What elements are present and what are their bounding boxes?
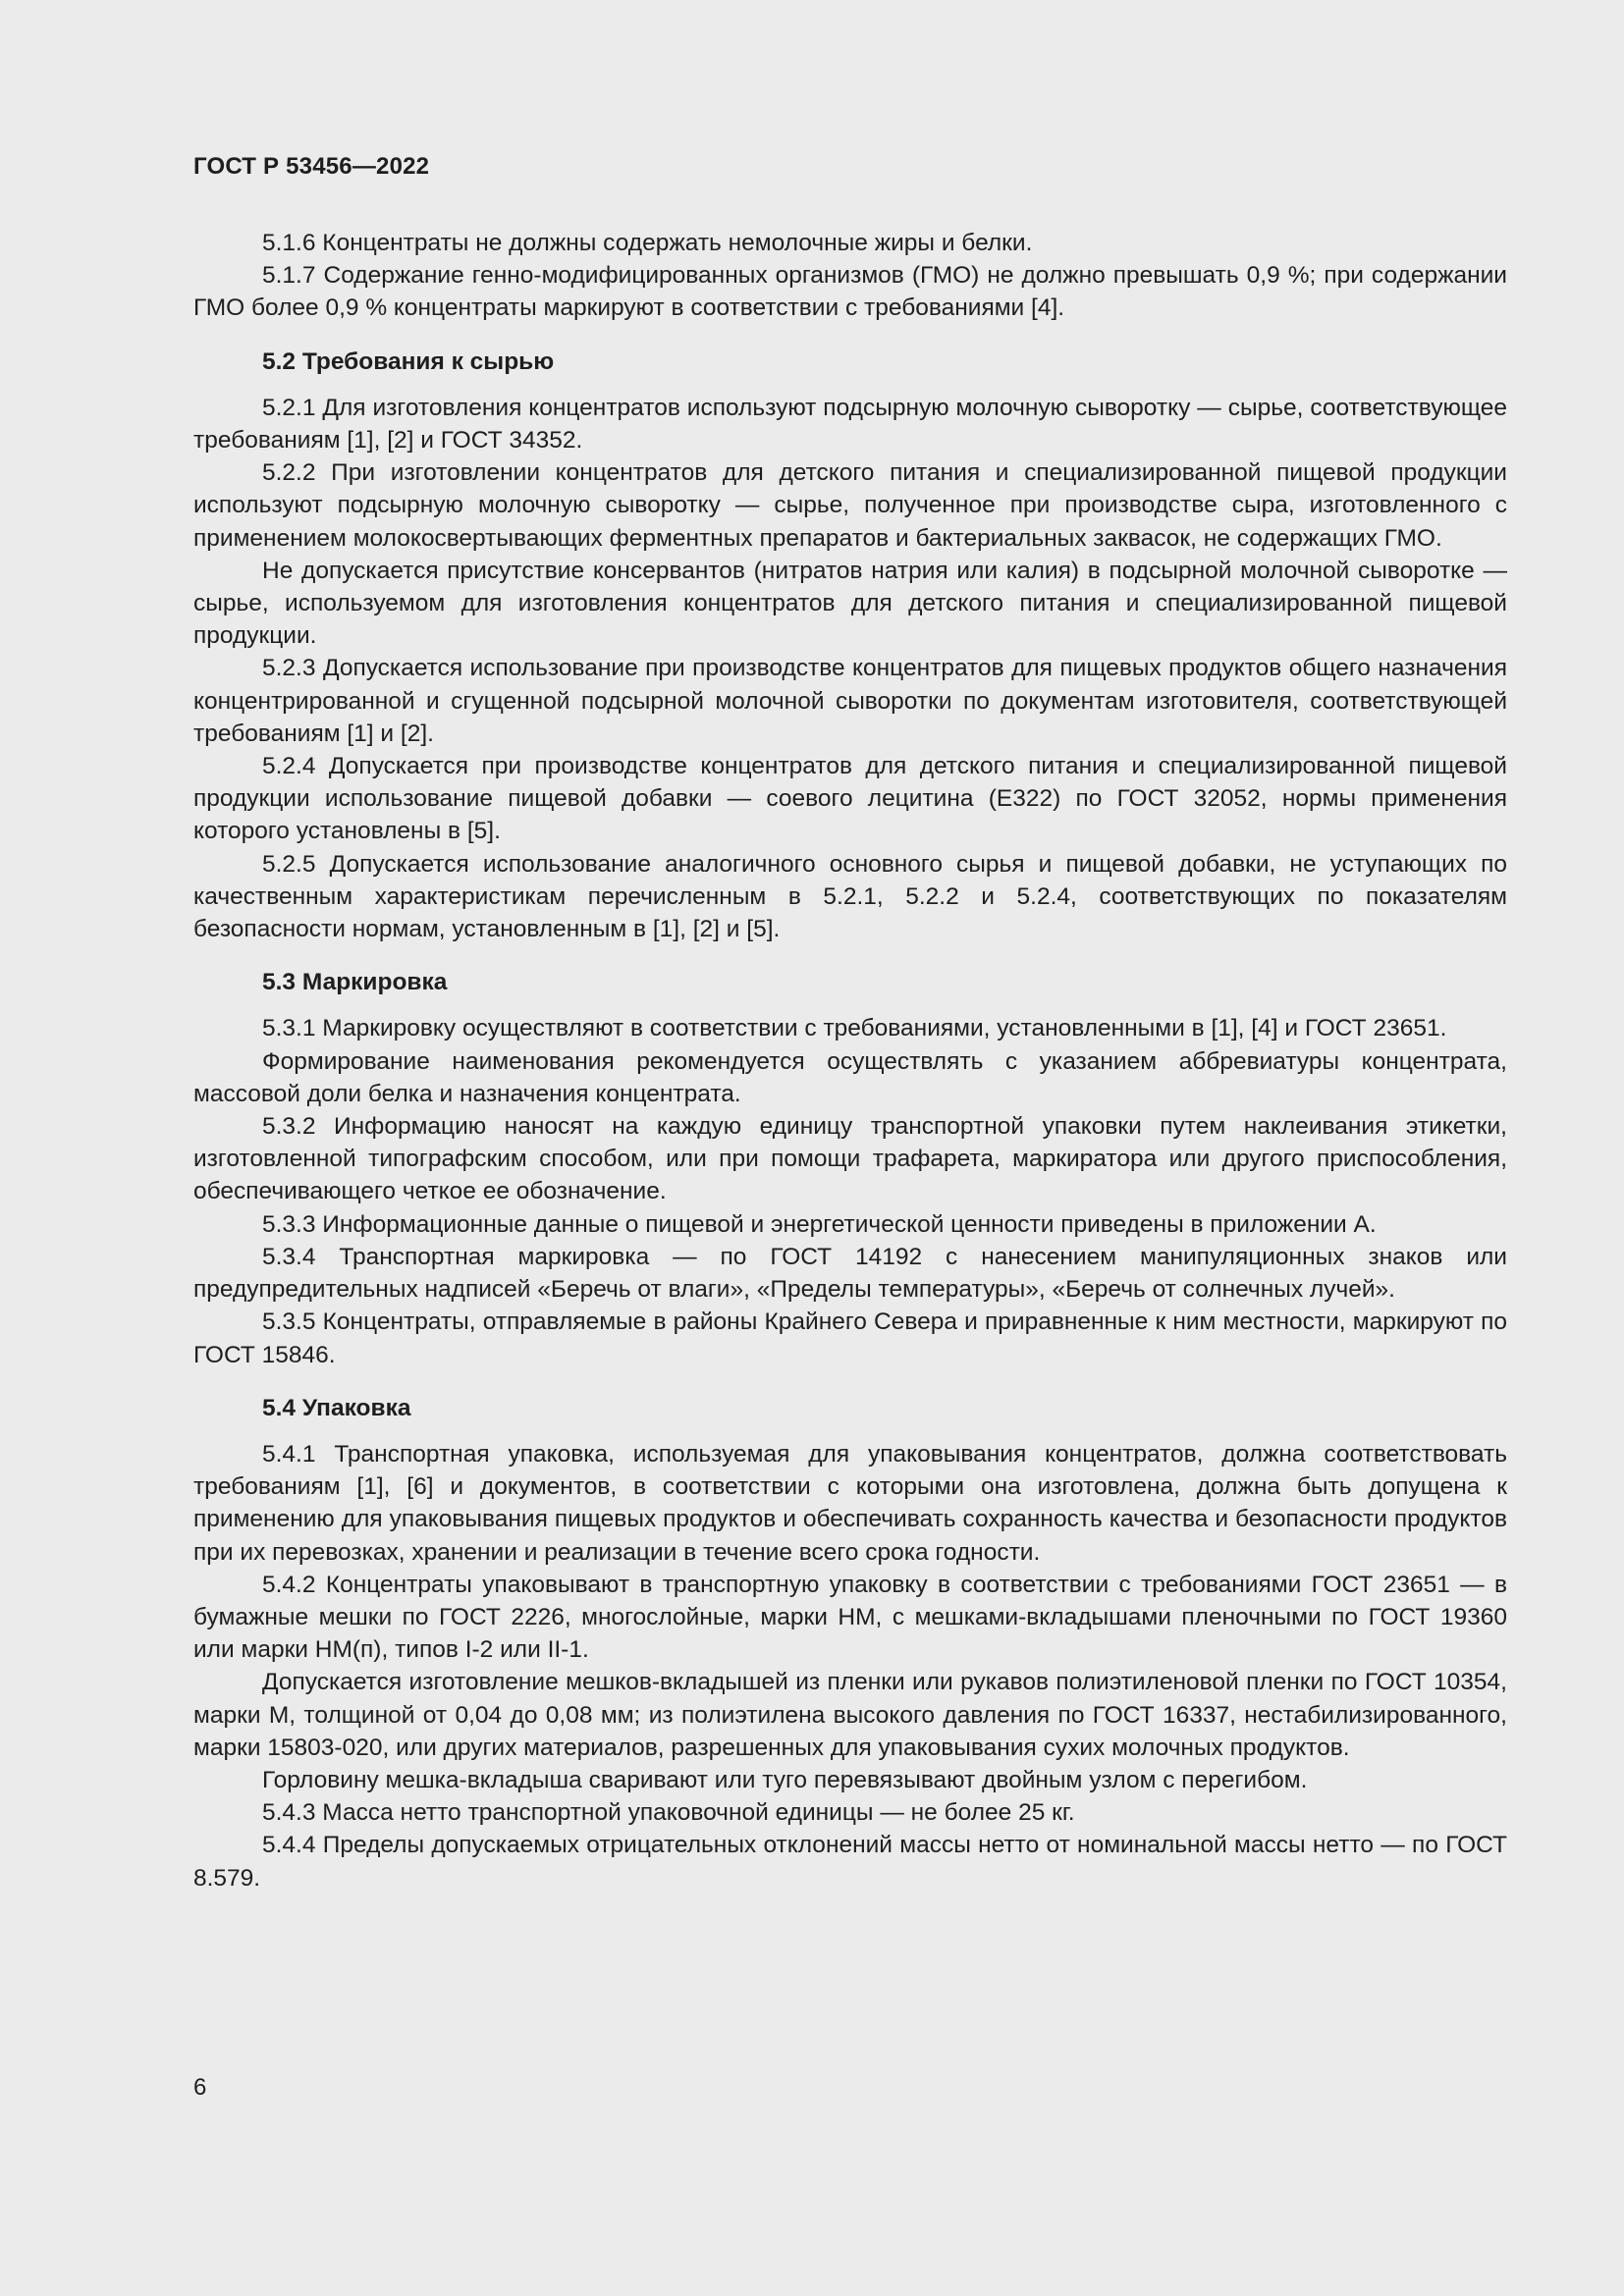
paragraph-5-2-1: 5.2.1 Для изготовления концентратов используют подсырную молочную сыворотку — сырье, соответствующее требованиям [1], [2] и ГОСТ 34352. bbox=[193, 394, 1507, 454]
paragraph-5-2-2: 5.2.2 При изготовлении концентратов для детского питания и специализированной пищевой продукции используют подсырную молочную сыворотку — сырье, полученное при производстве сыра, изготовленного с применением молокосвертывающих ферментных препаратов и бактериальных заквасок, не содержащих ГМО. bbox=[193, 459, 1507, 552]
paragraph-5-3-2: 5.3.2 Информацию наносят на каждую единицу транспортной упаковки путем наклеивания этикетки, изготовленной типографским способом, или при помощи трафарета, маркиратора или другого приспособления, обеспечивающего четкое ее обозначение. bbox=[193, 1113, 1507, 1205]
paragraph-5-4-3: 5.4.3 Масса нетто транспортной упаковочной единицы — не более 25 кг. bbox=[262, 1799, 1075, 1827]
paragraph-5-2-3: 5.2.3 Допускается использование при производстве концентратов для пищевых продуктов общего назначения концентрированной и сгущенной подсырной молочной сыворотки по документам изготовителя, соответствующей требованиям [1] и [2]. bbox=[193, 655, 1507, 747]
paragraph-5-3-1: 5.3.1 Маркировку осуществляют в соответствии с требованиями, установленными в [1], [4] и ГОСТ 23651. bbox=[262, 1015, 1447, 1042]
paragraph-5-2-5: 5.2.5 Допускается использование аналогичного основного сырья и пищевой добавки, не уступающих по качественным характеристикам перечисленным в 5.2.1, 5.2.2 и 5.2.4, соответствующих по показателям безопасности нормам, установленным в [1], [2] и [5]. bbox=[193, 850, 1507, 943]
paragraph-5-3-1-continued: Формирование наименования рекомендуется осуществлять с указанием аббревиатуры концентрата, массовой доли белка и назначения концентрата. bbox=[193, 1047, 1507, 1107]
section-heading-5-2: 5.2 Требования к сырью bbox=[262, 347, 555, 375]
paragraph-5-4-2-neck: Горловину мешка-вкладыша сваривают или туго перевязывают двойным узлом с перегибом. bbox=[262, 1766, 1308, 1793]
document-body bbox=[193, 227, 1507, 1895]
document-code-header: ГОСТ Р 53456—2022 bbox=[193, 153, 430, 180]
paragraph-5-4-2-continued: Допускается изготовление мешков-вкладышей из пленки или рукавов полиэтиленовой пленки по ГОСТ 10354, марки М, толщиной от 0,04 до 0,08 мм; из полиэтилена высокого давления по ГОСТ 16337, нестабилизированного, марки 15803-020, или других материалов, разрешенных для упаковывания сухих молочных продуктов. bbox=[193, 1669, 1507, 1761]
paragraph-5-3-3: 5.3.3 Информационные данные о пищевой и энергетической ценности приведены в приложении А. bbox=[262, 1210, 1377, 1238]
paragraph-5-3-5: 5.3.5 Концентраты, отправляемые в районы Крайнего Севера и приравненные к ним местности, маркируют по ГОСТ 15846. bbox=[193, 1308, 1507, 1368]
paragraph-5-4-4: 5.4.4 Пределы допускаемых отрицательных отклонений массы нетто от номинальной массы нетто — по ГОСТ 8.579. bbox=[193, 1832, 1507, 1892]
paragraph-5-2-2-continued: Не допускается присутствие консервантов (нитратов натрия или калия) в подсырной молочной сыворотке — сырье, используемом для изготовления концентратов для детского питания и специализированной пищевой продукции. bbox=[193, 557, 1507, 650]
paragraph-5-4-2: 5.4.2 Концентраты упаковывают в транспортную упаковку в соответствии с требованиями ГОСТ 23651 — в бумажные мешки по ГОСТ 2226, многослойные, марки НМ, с мешками-вкладышами пленочными по ГОСТ 19360 или марки НМ(п), типов I-2 или II-1. bbox=[193, 1571, 1507, 1664]
paragraph-5-2-4: 5.2.4 Допускается при производстве концентратов для детского питания и специализированной пищевой продукции использование пищевой добавки — соевого лецитина (Е322) по ГОСТ 32052, нормы применения которого установлены в [5]. bbox=[193, 753, 1507, 845]
paragraph-5-1-6: 5.1.6 Концентраты не должны содержать немолочные жиры и белки. bbox=[262, 230, 1033, 256]
paragraph-5-3-4: 5.3.4 Транспортная маркировка — по ГОСТ 14192 с нанесением манипуляционных знаков или предупредительных надписей «Беречь от влаги», «Пределы температуры», «Беречь от солнечных лучей». bbox=[193, 1243, 1507, 1304]
page-number: 6 bbox=[193, 2074, 207, 2101]
section-heading-5-4: 5.4 Упаковка bbox=[262, 1394, 411, 1421]
paragraph-5-1-7: 5.1.7 Содержание генно-модифицированных организмов (ГМО) не должно превышать 0,9 %; при содержании ГМО более 0,9 % концентраты маркируют в соответствии с требованиями [4]. bbox=[193, 262, 1507, 322]
paragraph-5-4-1: 5.4.1 Транспортная упаковка, используемая для упаковывания концентратов, должна соответствовать требованиям [1], [6] и документов, в соответствии с которыми она изготовлена, должна быть допущена к применению для упаковывания пищевых продуктов и обеспечивать сохранность качества и безопасности продуктов при их перевозках, хранении и реализации в течение всего срока годности. bbox=[193, 1440, 1507, 1566]
section-heading-5-3: 5.3 Маркировка bbox=[262, 969, 448, 996]
